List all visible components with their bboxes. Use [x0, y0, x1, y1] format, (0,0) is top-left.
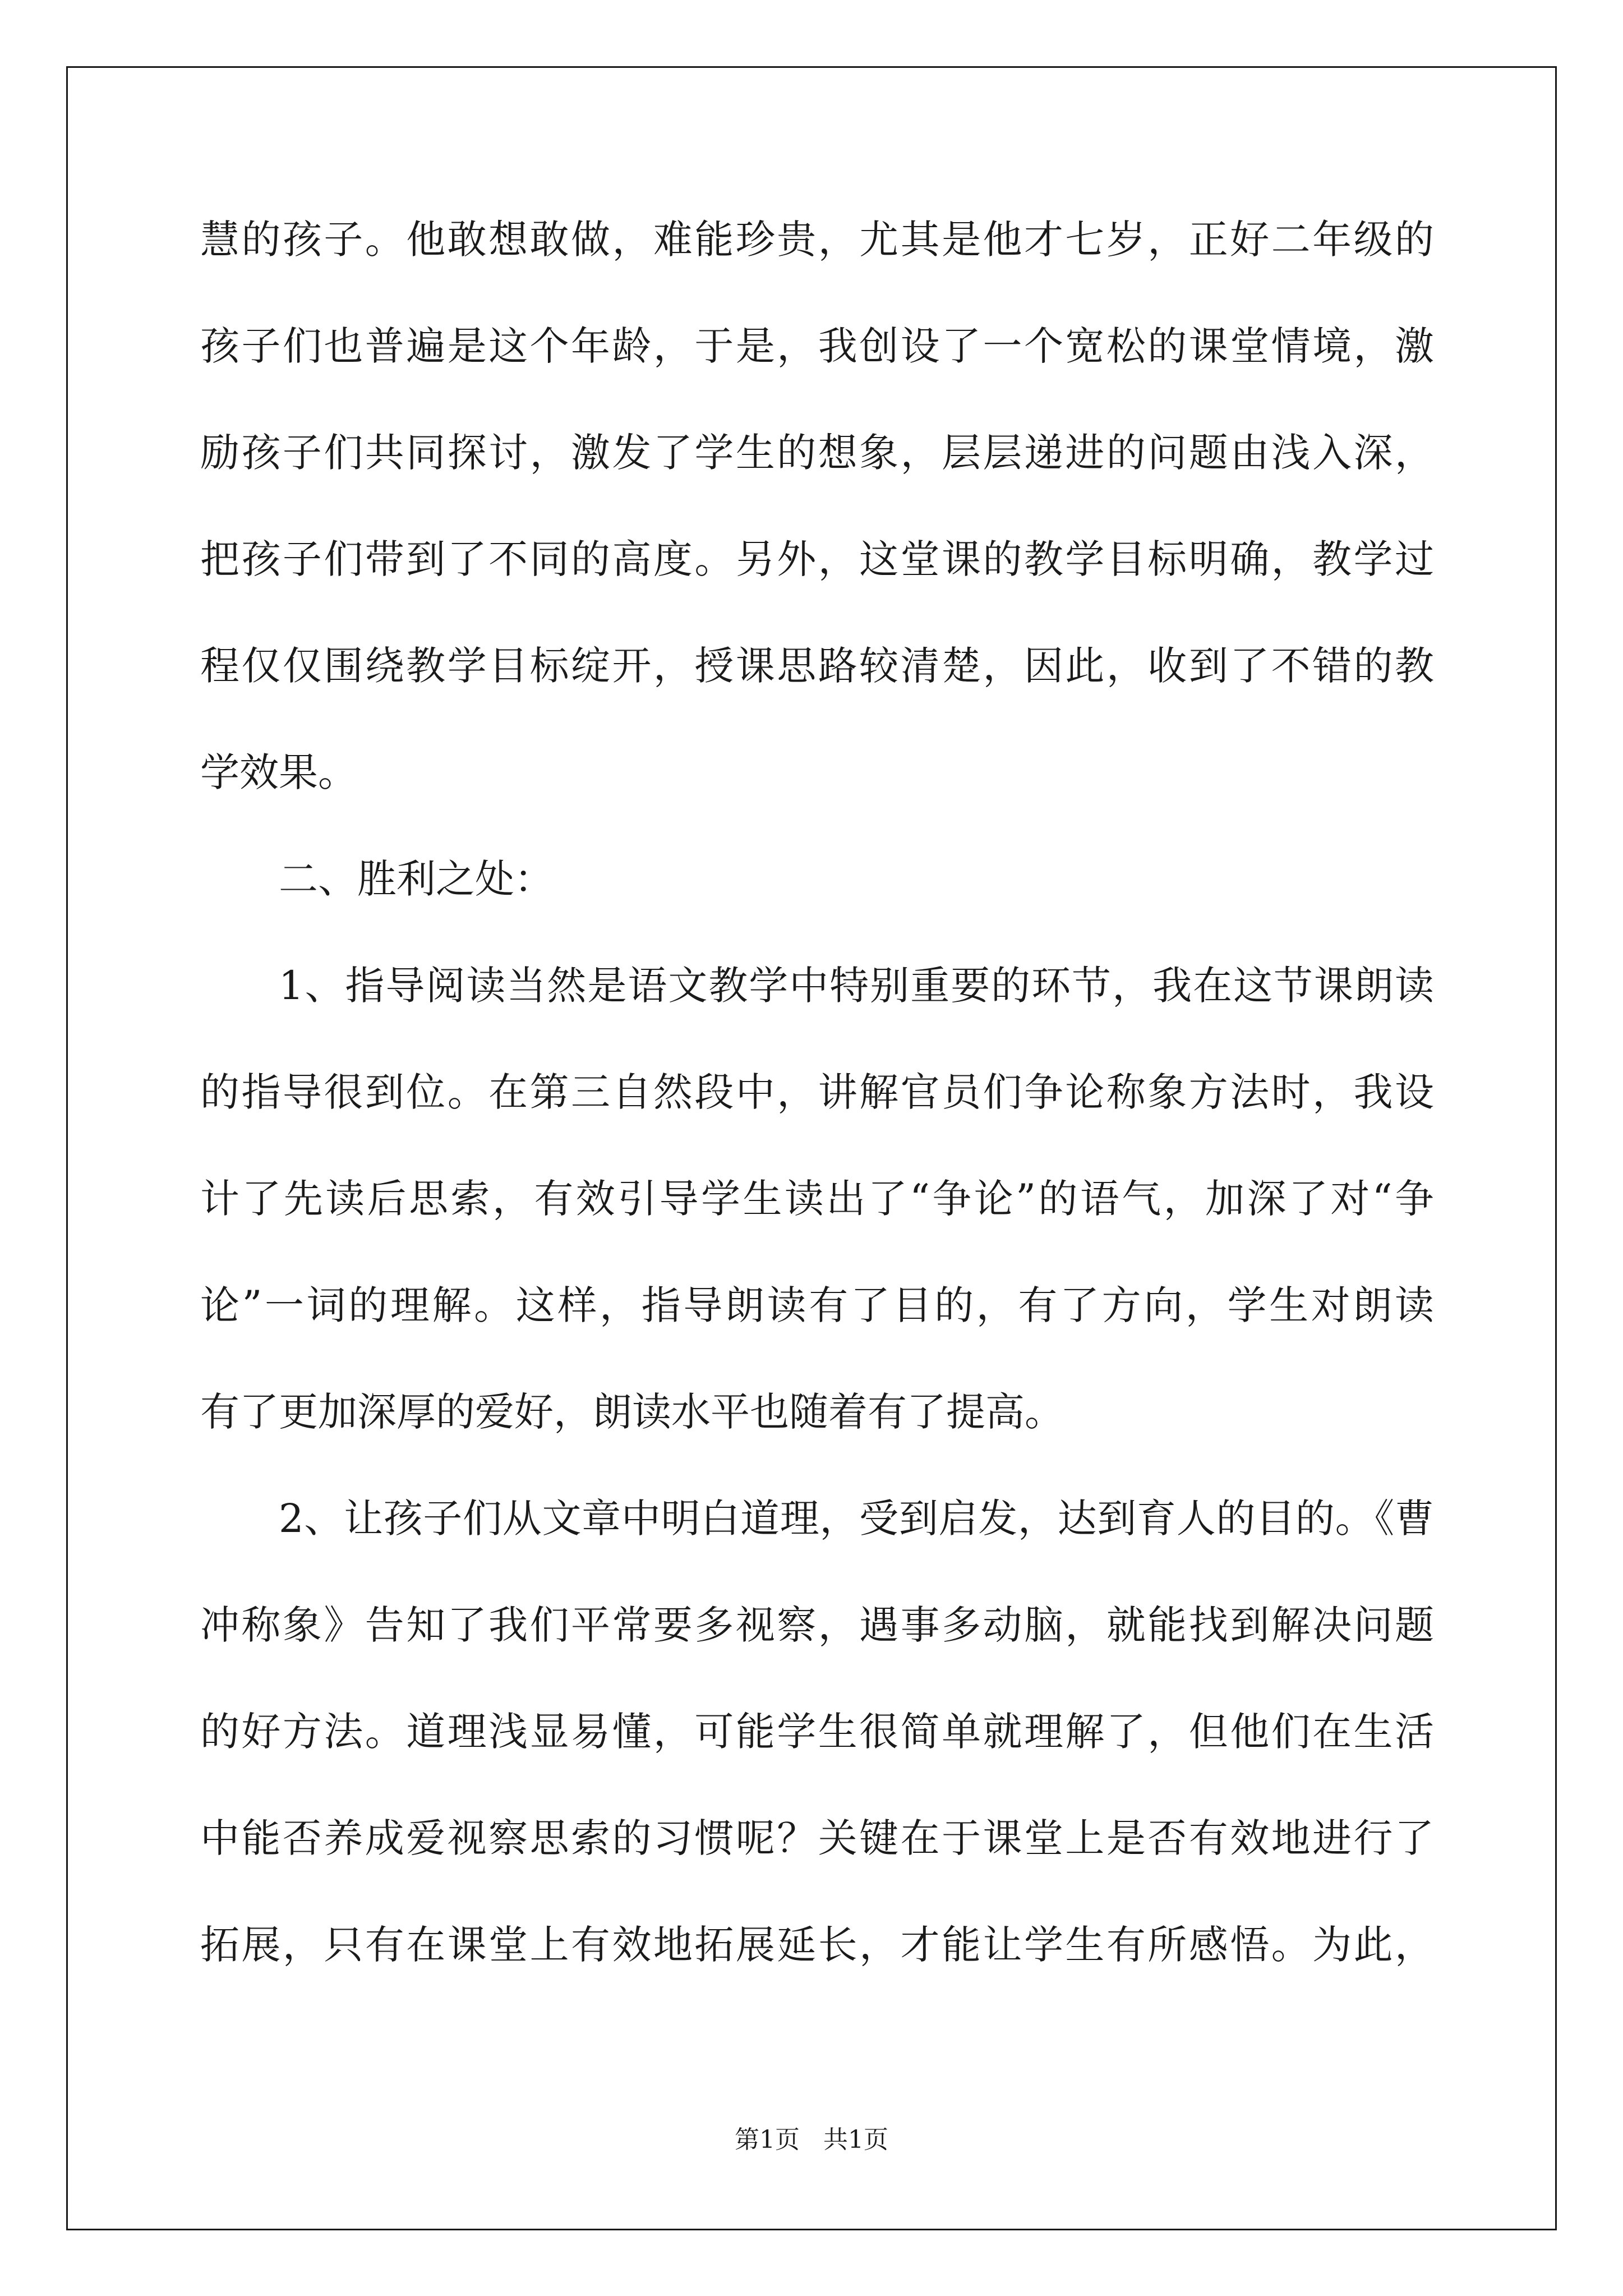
text-line: 计了先读后思索，有效引导学生读出了“争论”的语气，加深了对“争 [200, 1176, 1434, 1222]
section-heading: 二、胜利之处： [279, 856, 554, 902]
text-line: 冲称象》告知了我们平常要多视察，遇事多动脑，就能找到解决问题 [200, 1602, 1434, 1648]
text-line: 学效果。 [200, 749, 357, 795]
text-line: 有了更加深厚的爱好，朗读水平也随着有了提高。 [200, 1389, 1064, 1435]
text-line: 的好方法。道理浅显易懂，可能学生很简单就理解了，但他们在生活 [200, 1709, 1434, 1755]
text-line: 孩子们也普遍是这个年龄，于是，我创设了一个宽松的课堂情境，激 [200, 323, 1434, 369]
text-line: 程仅仅围绕教学目标绽开，授课思路较清楚，因此，收到了不错的教 [200, 643, 1434, 689]
text-line: 的指导很到位。在第三自然段中，讲解官员们争论称象方法时，我设 [200, 1069, 1434, 1115]
text-line: 2、让孩子们从文章中明白道理，受到启发，达到育人的目的。《曹 [279, 1496, 1434, 1542]
text-line: 1、指导阅读当然是语文教学中特别重要的环节，我在这节课朗读 [279, 963, 1434, 1009]
text-line: 中能否养成爱视察思索的习惯呢？关键在于课堂上是否有效地进行了 [200, 1815, 1434, 1861]
text-line: 励孩子们共同探讨，激发了学生的想象，层层递进的问题由浅入深， [200, 430, 1434, 476]
text-line: 拓展，只有在课堂上有效地拓展延长，才能让学生有所感悟。为此， [200, 1922, 1434, 1968]
text-line: 慧的孩子。他敢想敢做，难能珍贵，尤其是他才七岁，正好二年级的 [200, 217, 1434, 263]
text-line: 把孩子们带到了不同的高度。另外，这堂课的教学目标明确，教学过 [200, 536, 1434, 582]
text-line: 论”一词的理解。这样，指导朗读有了目的，有了方向，学生对朗读 [200, 1282, 1434, 1328]
document-body [200, 213, 1434, 2025]
page-footer: 第1页 共1页 [735, 2125, 888, 2154]
